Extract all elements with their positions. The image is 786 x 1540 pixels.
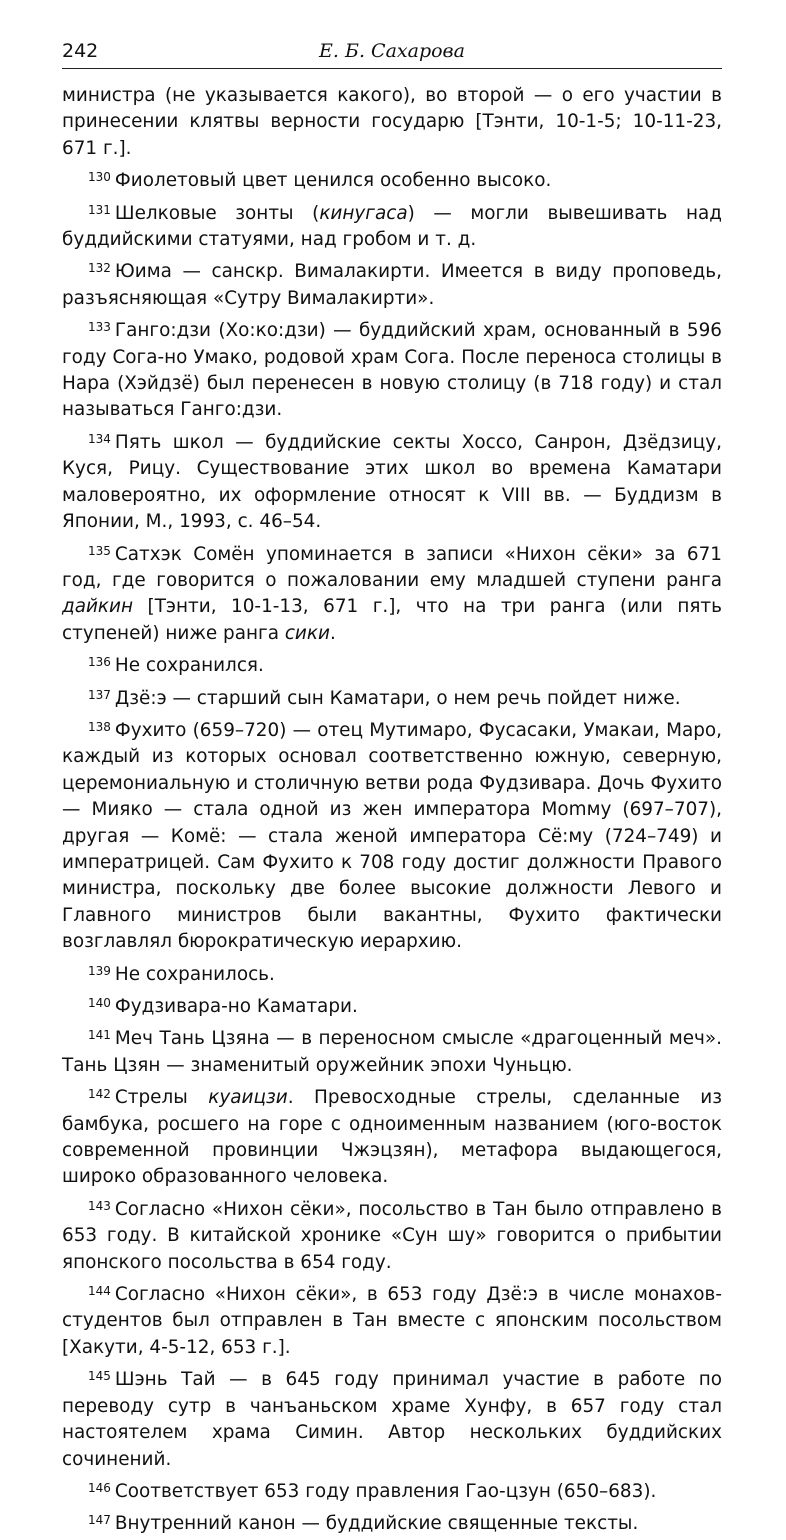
footnote-138	[62, 714, 722, 956]
footnote-text: ) — могли вывешивать над буддийскими статуями, над гробом и т. д.	[62, 202, 722, 251]
running-head: Е. Б. Сахарова	[319, 40, 465, 62]
footnote-text: [Тэнти, 10-1-13, 671 г.], что на три ранга (или пять ступеней) ниже ранга	[62, 596, 722, 644]
italic-term: сики	[284, 622, 330, 644]
footnote-142	[62, 1081, 722, 1191]
footnote-number: 139	[88, 963, 111, 978]
footnote-text: Фухито (659–720) — отец Мутимаро, Фусасаки, Умакаи, Маро, каждый из которых основал соответственно южную, северную, церемониальную и столичную ветви рода Фудзивара. Дочь Фухито — Мияко — стала одной из жен императора Momму (697–707), другая — Комё: — стала женой императора Сё:му (724–749) и императрицей. Сам Фухито к 708 году достиг должности Правого министра, поскольку две более высокие должности Левого и Главного министров были вакантны, Фухито фактически возглавлял бюрократическую иерархию.	[62, 719, 722, 953]
footnote-number: 132	[88, 261, 111, 276]
footnote-140	[62, 990, 722, 1020]
footnote-text: Соответствует 653 году правления Гао-цзун (650–683).	[114, 1480, 657, 1502]
footnote-134	[62, 426, 722, 536]
footnote-text: Фиолетовый цвет ценился особенно высоко.	[114, 170, 552, 192]
page-header	[62, 30, 722, 69]
footnote-136	[62, 649, 722, 679]
footnote-text: Фудзивара-но Каматари.	[114, 996, 358, 1017]
footnote-text: . Превосходные стрелы, сделанные из бамбука, росшего на горе с одноименным названием (юго-восток современной провинции Чжэцзян), метафора выдающегося, широко образованного человека.	[62, 1087, 722, 1188]
footnote-number: 146	[88, 1480, 111, 1495]
footnote-number: 138	[88, 719, 111, 734]
footnote-text: Меч Тань Цзяна — в переносном смысле «драгоценный меч». Тань Цзян — знаменитый оружейник эпохи Чуньцю.	[62, 1028, 722, 1076]
footnote-number: 144	[88, 1284, 111, 1299]
italic-term: дайкин	[62, 596, 134, 618]
footnote-text: Шэнь Тай — в 645 году принимал участие в работе по переводу сутр в чанъаньском храме Хунфу, в 657 году стал настоятелем храма Симин. Автор нескольких буддийских сочинений.	[62, 1369, 722, 1470]
footnote-141	[62, 1022, 722, 1079]
footnote-number: 140	[88, 996, 111, 1010]
footnote-text: Дзё:э — старший сын Каматари, о нем речь пойдет ниже.	[114, 687, 681, 709]
footnote-text: Юима — санскр. Вималакирти. Имеется в виду проповедь, разъясняющая «Сутру Вималакирти».	[62, 261, 722, 309]
book-page	[62, 30, 722, 1540]
footnote-143	[62, 1193, 722, 1276]
footnote-text: Согласно «Нихон сёки», в 653 году Дзё:э в числе монахов-студентов был отправлен в Тан вместе с японским посольством [Хакути, 4-5-12, 653 г.].	[62, 1284, 722, 1358]
footnote-number: 134	[88, 431, 111, 446]
footnote-number: 147	[88, 1513, 111, 1528]
footnote-number: 137	[88, 687, 111, 702]
footnote-text: Ганго:дзи (Хо:ко:дзи) — буддийский храм, основанный в 596 году Сога-но Умако, родовой храм Сога. После переноса столицы в Нара (Хэйдзё) был перенесен в новую столицу (в 718 году) и стал называться Ганго:дзи.	[62, 320, 722, 421]
footnote-text: Пять школ — буддийские секты Хоссо, Санрон, Дзёдзицу, Куся, Рицу. Существование этих школ во времена Каматари маловероятно, их оформление относят к VIII вв. — Буддизм в Японии, М., 1993, с. 46–54.	[62, 431, 722, 533]
footnote-number: 145	[88, 1369, 111, 1384]
footnote-130	[62, 164, 722, 194]
footnote-145	[62, 1363, 722, 1473]
footnote-number: 141	[88, 1028, 111, 1043]
italic-term: куаицзи	[208, 1087, 288, 1109]
footnote-number: 133	[88, 320, 111, 335]
footnote-133	[62, 314, 722, 424]
footnote-number: 135	[88, 543, 111, 558]
footnote-text: Стрелы	[114, 1087, 209, 1109]
notes-list	[62, 164, 722, 1538]
footnote-144	[62, 1278, 722, 1361]
continuation-paragraph: министра (не указывается какого), во второй — о его участии в принесении клятвы верности государю [Тэнти, 10-1-5; 10-11-23, 671 г.].	[62, 85, 722, 159]
footnote-number: 136	[88, 655, 111, 670]
italic-term: кинугаса	[319, 202, 408, 224]
footnote-131	[62, 197, 722, 254]
footnote-text: Шелковые зонты (	[114, 202, 320, 224]
footnote-text: Согласно «Нихон сёки», посольство в Тан было отправлено в 653 году. В китайской хронике «Сун шу» говорится о прибытии японского посольства в 654 году.	[62, 1198, 722, 1273]
footnote-number: 143	[88, 1198, 111, 1213]
footnotes-body	[62, 83, 722, 1538]
footnote-number: 131	[88, 202, 111, 217]
footnote-text: .	[329, 622, 336, 644]
page-number: 242	[62, 40, 99, 62]
footnote-132	[62, 255, 722, 312]
footnote-147	[62, 1507, 722, 1537]
footnote-135	[62, 538, 722, 648]
footnote-146	[62, 1475, 722, 1505]
footnote-number: 142	[88, 1087, 111, 1102]
footnote-text: Сатхэк Сомён упоминается в записи «Нихон сёки» за 671 год, где говорится о пожаловании ему младшей ступени ранга	[62, 543, 722, 591]
footnote-number: 130	[88, 170, 111, 185]
footnote-text: Не сохранился.	[114, 655, 264, 677]
footnote-text: Не сохранилось.	[114, 963, 275, 985]
footnote-text: Внутренний канон — буддийские священные тексты.	[114, 1513, 639, 1535]
footnote-137	[62, 682, 722, 712]
footnote-139	[62, 958, 722, 988]
